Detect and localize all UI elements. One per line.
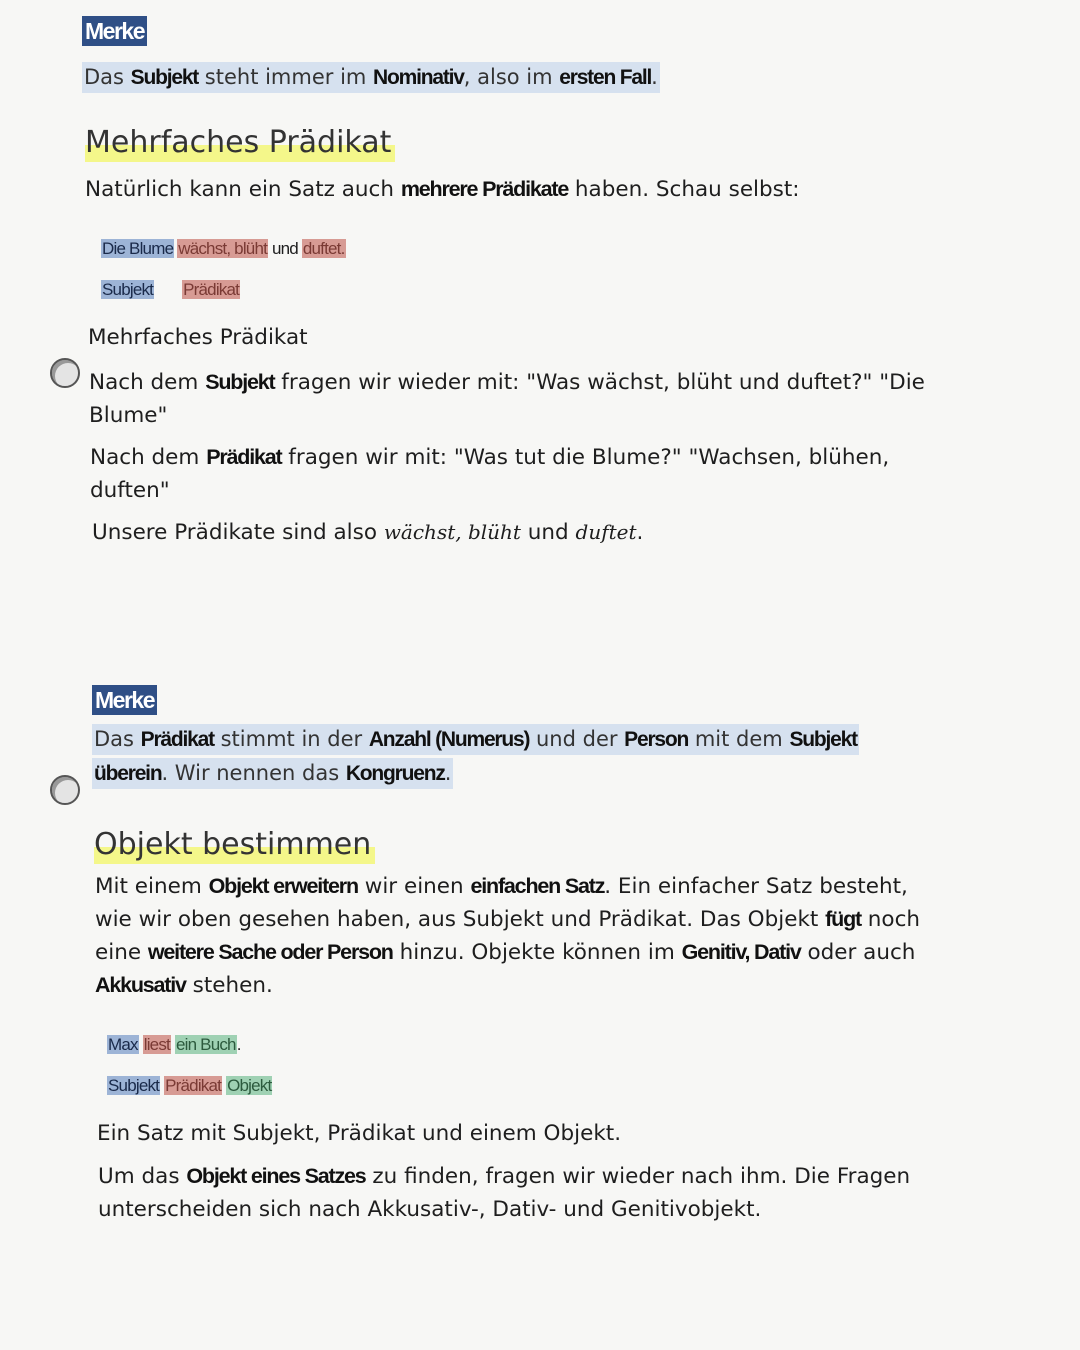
merke-label-1: Merke	[82, 16, 147, 46]
merke-note-subject-nominativ: Das Subjekt steht immer im Nominativ, also im ersten Fall.	[82, 62, 660, 93]
example-sentence-max: Max liest ein Buch.	[108, 1035, 241, 1054]
label-subjekt: Subjekt	[108, 1076, 160, 1095]
heading-mehrfaches-praedikat: Mehrfaches Prädikat	[85, 124, 395, 162]
summary-praedikate: Unsere Prädikate sind also wächst, blüht und duftet.	[92, 520, 644, 545]
label-subjekt: Subjekt	[102, 280, 154, 299]
label-objekt: Objekt	[227, 1076, 272, 1095]
punch-hole-icon	[50, 775, 80, 805]
question-praedikat: Nach dem Prädikat fragen wir mit: "Was tut die Blume?" "Wachsen, blühen, duften"	[90, 445, 890, 503]
intro-paragraph: Natürlich kann ein Satz auch mehrere Prädikate haben. Schau selbst:	[85, 177, 800, 202]
punch-hole-icon	[50, 358, 80, 388]
heading-objekt-bestimmen: Objekt bestimmen	[94, 826, 375, 864]
question-subjekt: Nach dem Subjekt fragen wir wieder mit: "Was wächst, blüht und duftet?" "Die Blume"	[89, 370, 925, 428]
objekt-paragraph: Mit einem Objekt erweitern wir einen einfachen Satz. Ein einfacher Satz besteht, wie wir oben gesehen haben, aus Subjekt und Prädikat. Das Objekt fügt noch eine weitere Sache oder Person hinzu. Objekte können im Genitiv, Dativ oder auch Akkusativ stehen.	[95, 874, 921, 998]
merke-label-2: Merke	[92, 685, 157, 715]
example-labels-blume	[101, 279, 240, 301]
example-labels-max	[107, 1075, 272, 1097]
merke-note-kongruenz-line1: Das Prädikat stimmt in der Anzahl (Numerus) und der Person mit dem Subjekt	[92, 724, 859, 755]
label-praedikat: Prädikat	[183, 280, 240, 299]
example-sentence-blume: Die Blume wächst, blüht und duftet.	[102, 239, 345, 258]
merke-note-kongruenz-line2: überein. Wir nennen das Kongruenz.	[92, 758, 453, 789]
label-praedikat: Prädikat	[165, 1076, 222, 1095]
caption-mehrfaches-praedikat: Mehrfaches Prädikat	[88, 325, 308, 350]
final-paragraph: Um das Objekt eines Satzes zu finden, fragen wir wieder nach ihm. Die Fragen unterscheiden sich nach Akkusativ-, Dativ- und Genitivobjekt.	[98, 1164, 911, 1222]
caption-objekt: Ein Satz mit Subjekt, Prädikat und einem Objekt.	[97, 1121, 622, 1146]
